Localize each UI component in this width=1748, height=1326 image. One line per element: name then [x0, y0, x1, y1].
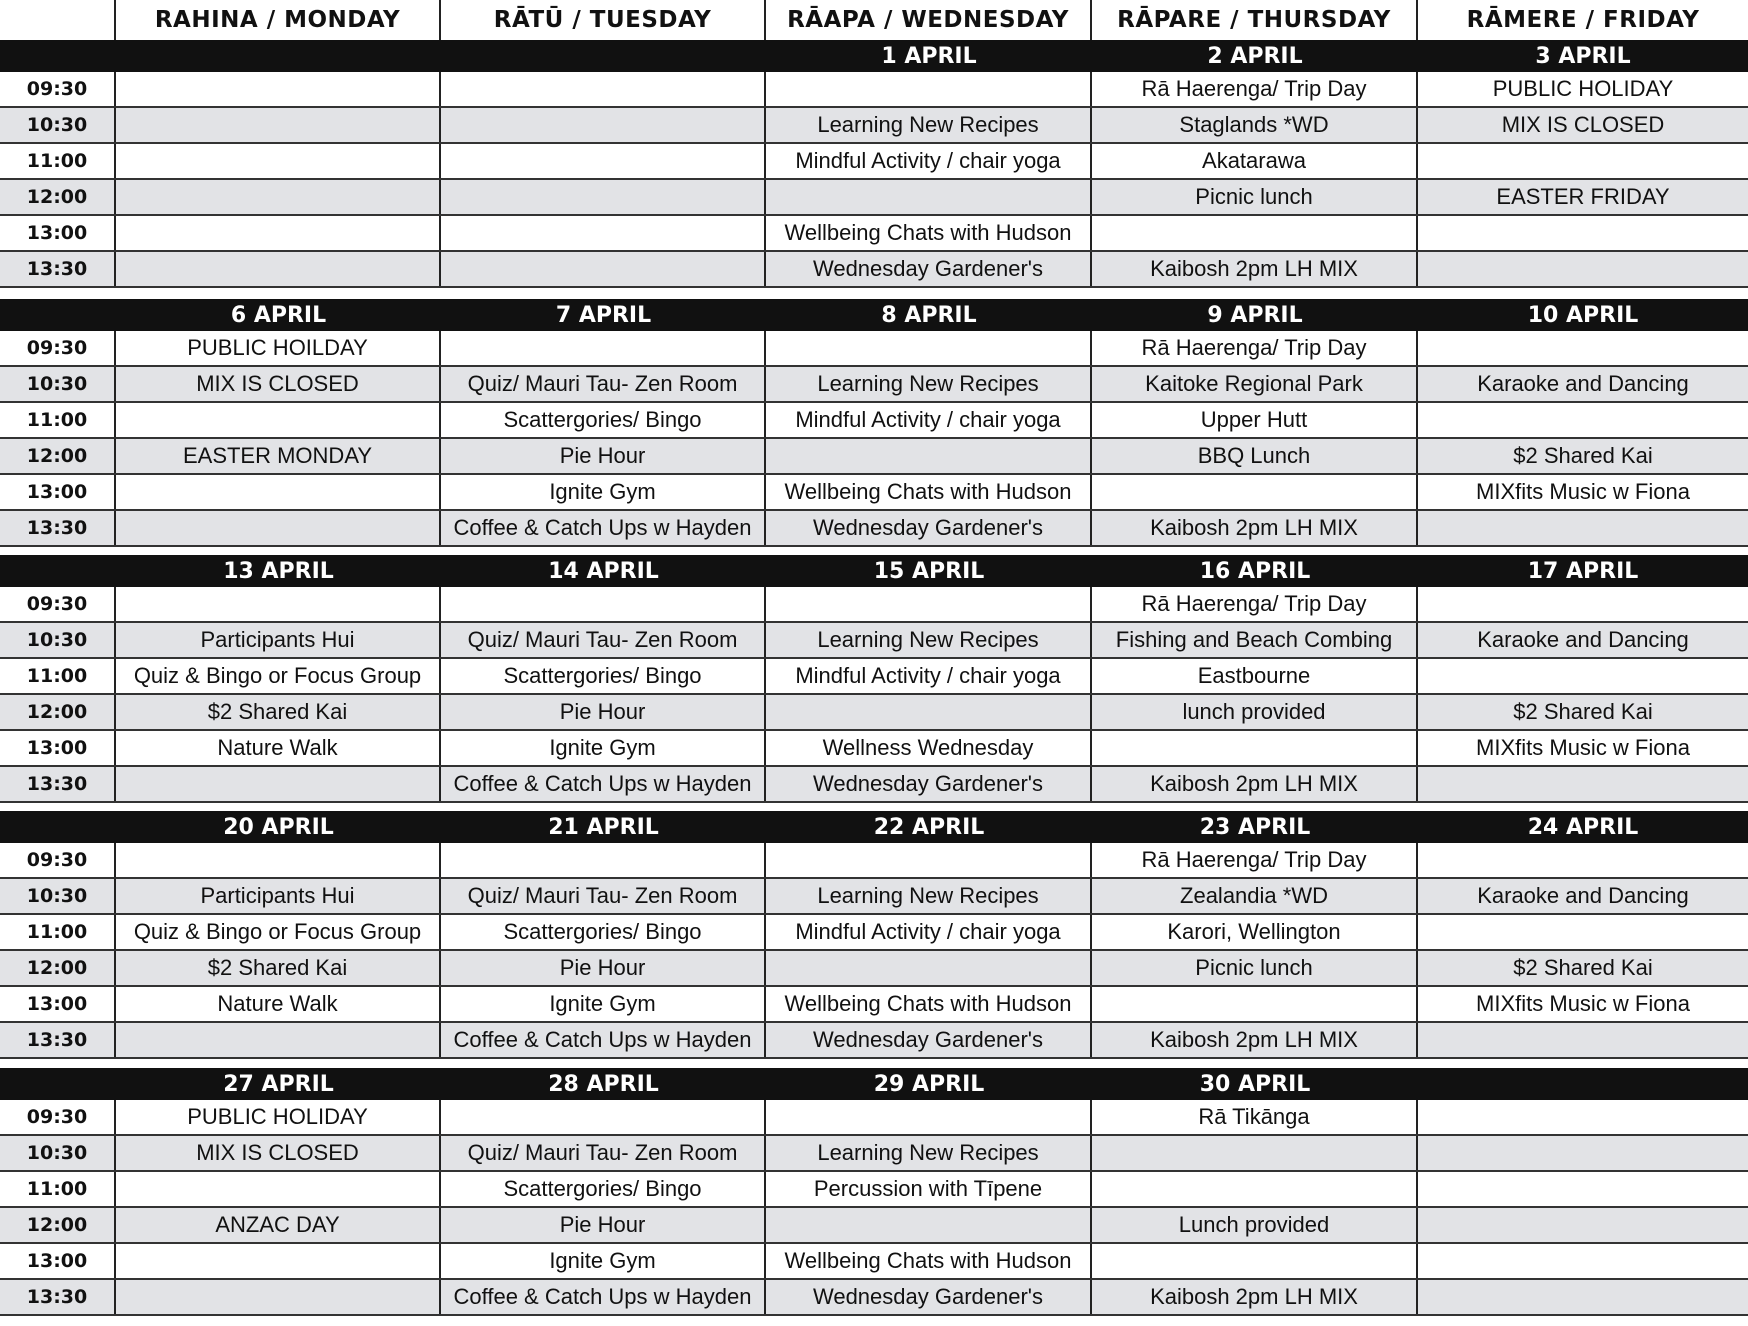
time-label: 10:30: [0, 108, 116, 142]
activity-cell-monday: [116, 587, 441, 621]
date-label-monday: 6 APRIL: [230, 302, 327, 328]
activity-cell-friday: [1418, 659, 1748, 693]
activity-cell-friday: [1418, 216, 1748, 250]
time-label: 13:30: [0, 511, 116, 545]
activity-cell-tuesday: Ignite Gym: [441, 475, 766, 509]
activity-cell-wednesday: [766, 331, 1092, 365]
activity-cell-monday: [116, 144, 441, 178]
activity-cell-friday: $2 Shared Kai: [1418, 439, 1748, 473]
activity-cell-friday: [1418, 1208, 1748, 1242]
activity-cell-thursday: Fishing and Beach Combing: [1092, 623, 1418, 657]
activity-cell-thursday: [1092, 1172, 1418, 1206]
date-label-monday: 13 APRIL: [223, 558, 334, 584]
time-label: 11:00: [0, 659, 116, 693]
time-label: 09:30: [0, 587, 116, 621]
activity-cell-monday: [116, 1280, 441, 1314]
time-label: 11:00: [0, 144, 116, 178]
time-slot-row: [0, 367, 1748, 403]
activity-cell-monday: $2 Shared Kai: [116, 695, 441, 729]
activity-cell-monday: [116, 843, 441, 877]
activity-cell-thursday: Kaibosh 2pm LH MIX: [1092, 1280, 1418, 1314]
activity-cell-thursday: Rā Tikānga: [1092, 1100, 1418, 1134]
activity-cell-friday: Karaoke and Dancing: [1418, 879, 1748, 913]
activity-cell-thursday: Akatarawa: [1092, 144, 1418, 178]
activity-cell-monday: Quiz & Bingo or Focus Group: [116, 659, 441, 693]
activity-cell-wednesday: [766, 843, 1092, 877]
activity-cell-wednesday: Mindful Activity / chair yoga: [766, 915, 1092, 949]
time-label: 12:00: [0, 439, 116, 473]
week-block: [0, 811, 1748, 1059]
time-slot-row: [0, 987, 1748, 1023]
activity-cell-monday: PUBLIC HOLIDAY: [116, 1100, 441, 1134]
time-slot-row: [0, 1023, 1748, 1059]
activity-cell-tuesday: Scattergories/ Bingo: [441, 659, 766, 693]
activity-cell-tuesday: Coffee & Catch Ups w Hayden: [441, 1280, 766, 1314]
time-slot-row: [0, 951, 1748, 987]
time-slot-row: [0, 623, 1748, 659]
activity-cell-tuesday: Scattergories/ Bingo: [441, 403, 766, 437]
time-label: 09:30: [0, 72, 116, 106]
date-label-tuesday: [441, 40, 766, 72]
time-label: 09:30: [0, 331, 116, 365]
time-label: 13:30: [0, 1280, 116, 1314]
date-label-wednesday: 29 APRIL: [873, 1071, 985, 1097]
time-slot-row: [0, 1136, 1748, 1172]
activity-cell-thursday: [1092, 731, 1418, 765]
date-bar: [0, 811, 1748, 843]
activity-cell-wednesday: [766, 1100, 1092, 1134]
activity-cell-tuesday: Quiz/ Mauri Tau- Zen Room: [441, 623, 766, 657]
activity-cell-tuesday: [441, 216, 766, 250]
date-bar: [0, 555, 1748, 587]
activity-cell-friday: Karaoke and Dancing: [1418, 367, 1748, 401]
time-label: 13:00: [0, 475, 116, 509]
time-label: 13:00: [0, 1244, 116, 1278]
activity-cell-friday: [1418, 843, 1748, 877]
time-slot-row: [0, 216, 1748, 252]
activity-cell-tuesday: Quiz/ Mauri Tau- Zen Room: [441, 1136, 766, 1170]
date-label-thursday: 23 APRIL: [1199, 814, 1311, 840]
time-slot-row: [0, 108, 1748, 144]
time-label: 12:00: [0, 951, 116, 985]
activity-cell-tuesday: [441, 180, 766, 214]
activity-cell-tuesday: Ignite Gym: [441, 731, 766, 765]
activity-cell-thursday: Lunch provided: [1092, 1208, 1418, 1242]
activity-cell-monday: [116, 475, 441, 509]
activity-cell-monday: $2 Shared Kai: [116, 951, 441, 985]
date-bar: [0, 40, 1748, 72]
activity-cell-wednesday: Wellness Wednesday: [766, 731, 1092, 765]
activity-cell-tuesday: [441, 72, 766, 106]
date-label-friday: 17 APRIL: [1527, 558, 1639, 584]
activity-cell-thursday: [1092, 1136, 1418, 1170]
activity-cell-wednesday: [766, 951, 1092, 985]
time-label: 11:00: [0, 403, 116, 437]
activity-cell-wednesday: Learning New Recipes: [766, 108, 1092, 142]
activity-cell-friday: PUBLIC HOLIDAY: [1492, 76, 1674, 101]
activity-cell-wednesday: Mindful Activity / chair yoga: [766, 659, 1092, 693]
time-label: 13:30: [0, 252, 116, 286]
activity-cell-tuesday: Ignite Gym: [441, 1244, 766, 1278]
activity-cell-tuesday: Pie Hour: [441, 951, 766, 985]
week-block: [0, 299, 1748, 547]
activity-cell-wednesday: [766, 439, 1092, 473]
time-slot-row: [0, 767, 1748, 803]
activity-cell-friday: [1418, 1136, 1748, 1170]
activity-cell-friday: [1418, 1280, 1748, 1314]
activity-cell-friday: $2 Shared Kai: [1418, 695, 1748, 729]
date-bar: [0, 299, 1748, 331]
activity-cell-monday: [116, 180, 441, 214]
time-slot-row: [0, 331, 1748, 367]
activity-cell-monday: Quiz & Bingo or Focus Group: [116, 915, 441, 949]
time-slot-row: [0, 659, 1748, 695]
activity-cell-monday: [116, 1023, 441, 1057]
date-label-tuesday: 7 APRIL: [555, 302, 652, 328]
time-label: 13:30: [0, 767, 116, 801]
date-label-wednesday: 1 APRIL: [881, 43, 977, 69]
date-label-monday: 27 APRIL: [223, 1071, 334, 1097]
activity-cell-tuesday: Quiz/ Mauri Tau- Zen Room: [441, 879, 766, 913]
corner-header: [0, 0, 116, 40]
activity-cell-monday: [116, 72, 441, 106]
activity-cell-tuesday: Pie Hour: [441, 439, 766, 473]
week-block: [0, 1068, 1748, 1316]
activity-cell-tuesday: Coffee & Catch Ups w Hayden: [441, 1023, 766, 1057]
activity-cell-friday: $2 Shared Kai: [1418, 951, 1748, 985]
activity-cell-thursday: Kaibosh 2pm LH MIX: [1092, 767, 1418, 801]
activity-cell-monday: [116, 252, 441, 286]
date-label-wednesday: 8 APRIL: [881, 302, 977, 328]
day-header-row: [0, 0, 1748, 40]
activity-cell-monday: Participants Hui: [116, 879, 441, 913]
activity-cell-friday: [1418, 1100, 1748, 1134]
activity-cell-tuesday: [441, 587, 766, 621]
activity-cell-wednesday: Wellbeing Chats with Hudson: [766, 475, 1092, 509]
activity-cell-thursday: Picnic lunch: [1092, 180, 1418, 214]
date-label-friday: 3 APRIL: [1535, 43, 1631, 69]
activity-cell-thursday: lunch provided: [1092, 695, 1418, 729]
activity-cell-wednesday: Wellbeing Chats with Hudson: [766, 216, 1092, 250]
time-slot-row: [0, 252, 1748, 288]
activity-cell-wednesday: Learning New Recipes: [766, 623, 1092, 657]
activity-cell-wednesday: Learning New Recipes: [766, 1136, 1092, 1170]
activity-cell-friday: MIXfits Music w Fiona: [1476, 735, 1690, 760]
activity-cell-thursday: Staglands *WD: [1092, 108, 1418, 142]
activity-cell-wednesday: Percussion with Tīpene: [766, 1172, 1092, 1206]
date-label-friday: [1418, 1068, 1748, 1100]
date-label-monday: [116, 40, 441, 72]
activity-cell-wednesday: Wednesday Gardener's: [766, 1023, 1092, 1057]
date-label-tuesday: 14 APRIL: [548, 558, 659, 584]
activity-cell-friday: Karaoke and Dancing: [1418, 623, 1748, 657]
activity-cell-friday: [1418, 1244, 1748, 1278]
activity-cell-thursday: [1092, 475, 1418, 509]
activity-cell-tuesday: [441, 144, 766, 178]
time-label: 11:00: [0, 1172, 116, 1206]
activity-cell-monday: PUBLIC HOILDAY: [116, 331, 441, 365]
time-label: 12:00: [0, 180, 116, 214]
activity-cell-friday: [1418, 252, 1748, 286]
time-label: 13:00: [0, 731, 116, 765]
date-label-tuesday: 21 APRIL: [548, 814, 659, 840]
time-slot-row: [0, 511, 1748, 547]
activity-cell-tuesday: Pie Hour: [441, 695, 766, 729]
date-label-monday: 20 APRIL: [223, 814, 334, 840]
activity-cell-friday: [1418, 1023, 1748, 1057]
activity-cell-friday: [1418, 587, 1748, 621]
week-block: [0, 40, 1748, 288]
time-slot-row: [0, 439, 1748, 475]
time-label: 10:30: [0, 367, 116, 401]
activity-cell-thursday: [1092, 1244, 1418, 1278]
activity-cell-monday: [116, 108, 441, 142]
day-header-tuesday: RĀTŪ / TUESDAY: [441, 0, 766, 40]
activity-cell-thursday: Upper Hutt: [1092, 403, 1418, 437]
time-slot-row: [0, 731, 1748, 767]
time-label: 13:30: [0, 1023, 116, 1057]
time-label: 12:00: [0, 695, 116, 729]
day-header-wednesday: RĀAPA / WEDNESDAY: [766, 0, 1092, 40]
activity-cell-tuesday: Scattergories/ Bingo: [441, 1172, 766, 1206]
activity-cell-friday: [1418, 767, 1748, 801]
activity-cell-wednesday: Learning New Recipes: [766, 367, 1092, 401]
activity-cell-thursday: Rā Haerenga/ Trip Day: [1092, 587, 1418, 621]
time-slot-row: [0, 1280, 1748, 1316]
activity-cell-monday: Participants Hui: [116, 623, 441, 657]
activity-cell-friday: MIXfits Music w Fiona: [1476, 479, 1690, 504]
activity-cell-friday: MIXfits Music w Fiona: [1476, 991, 1690, 1016]
day-header-monday: RAHINA / MONDAY: [116, 0, 441, 40]
activity-cell-friday: [1418, 1172, 1748, 1206]
time-label: 13:00: [0, 987, 116, 1021]
time-slot-row: [0, 695, 1748, 731]
time-slot-row: [0, 1208, 1748, 1244]
activity-cell-monday: ANZAC DAY: [116, 1208, 441, 1242]
activity-cell-tuesday: [441, 331, 766, 365]
activity-cell-thursday: Rā Haerenga/ Trip Day: [1092, 331, 1418, 365]
activity-cell-wednesday: Wellbeing Chats with Hudson: [766, 1244, 1092, 1278]
time-slot-row: [0, 915, 1748, 951]
activity-cell-thursday: Eastbourne: [1092, 659, 1418, 693]
time-label: 10:30: [0, 879, 116, 913]
week-block: [0, 555, 1748, 803]
activity-cell-wednesday: [766, 695, 1092, 729]
activity-cell-friday: [1418, 915, 1748, 949]
activity-cell-wednesday: Wednesday Gardener's: [766, 1280, 1092, 1314]
time-label: 09:30: [0, 843, 116, 877]
activity-cell-thursday: [1092, 216, 1418, 250]
day-header-thursday: RĀPARE / THURSDAY: [1092, 0, 1418, 40]
time-slot-row: [0, 843, 1748, 879]
activity-cell-friday: MIX IS CLOSED: [1418, 108, 1748, 142]
time-label: 11:00: [0, 915, 116, 949]
activity-cell-tuesday: [441, 108, 766, 142]
activity-cell-tuesday: Scattergories/ Bingo: [441, 915, 766, 949]
date-label-friday: 24 APRIL: [1527, 814, 1639, 840]
activity-cell-tuesday: Quiz/ Mauri Tau- Zen Room: [441, 367, 766, 401]
activity-cell-wednesday: Mindful Activity / chair yoga: [766, 144, 1092, 178]
activity-cell-monday: EASTER MONDAY: [116, 439, 441, 473]
time-slot-row: [0, 72, 1748, 108]
activity-cell-thursday: Kaitoke Regional Park: [1092, 367, 1418, 401]
time-slot-row: [0, 1244, 1748, 1280]
time-slot-row: [0, 475, 1748, 511]
activity-cell-wednesday: Mindful Activity / chair yoga: [766, 403, 1092, 437]
activity-cell-thursday: Kaibosh 2pm LH MIX: [1092, 252, 1418, 286]
date-label-tuesday: 28 APRIL: [548, 1071, 659, 1097]
activity-cell-monday: MIX IS CLOSED: [116, 367, 441, 401]
activity-cell-friday: [1418, 511, 1748, 545]
time-slot-row: [0, 144, 1748, 180]
activity-cell-monday: [116, 1172, 441, 1206]
time-slot-row: [0, 1172, 1748, 1208]
activity-cell-thursday: [1092, 987, 1418, 1021]
date-label-wednesday: 22 APRIL: [873, 814, 985, 840]
date-bar: [0, 1068, 1748, 1100]
activity-cell-friday: [1418, 144, 1748, 178]
activity-cell-wednesday: [766, 72, 1092, 106]
activity-cell-tuesday: Pie Hour: [441, 1208, 766, 1242]
date-label-friday: 10 APRIL: [1527, 302, 1639, 328]
time-slot-row: [0, 1100, 1748, 1136]
time-slot-row: [0, 180, 1748, 216]
activity-cell-tuesday: [441, 252, 766, 286]
activity-cell-tuesday: [441, 1100, 766, 1134]
activity-cell-wednesday: Learning New Recipes: [766, 879, 1092, 913]
activity-cell-wednesday: Wednesday Gardener's: [766, 767, 1092, 801]
date-label-wednesday: 15 APRIL: [873, 558, 985, 584]
activity-cell-thursday: Kaibosh 2pm LH MIX: [1092, 511, 1418, 545]
date-label-thursday: 16 APRIL: [1199, 558, 1311, 584]
activity-cell-tuesday: [441, 843, 766, 877]
date-label-thursday: 2 APRIL: [1207, 43, 1303, 69]
activity-cell-tuesday: Coffee & Catch Ups w Hayden: [441, 767, 766, 801]
activity-cell-monday: [116, 216, 441, 250]
activity-cell-thursday: Rā Haerenga/ Trip Day: [1092, 72, 1418, 106]
activity-cell-thursday: Kaibosh 2pm LH MIX: [1092, 1023, 1418, 1057]
activity-cell-monday: [116, 403, 441, 437]
activity-cell-thursday: Picnic lunch: [1092, 951, 1418, 985]
activity-cell-monday: Nature Walk: [116, 731, 441, 765]
activity-cell-wednesday: [766, 587, 1092, 621]
activity-cell-wednesday: [766, 180, 1092, 214]
activity-cell-thursday: Karori, Wellington: [1092, 915, 1418, 949]
activity-cell-tuesday: Coffee & Catch Ups w Hayden: [441, 511, 766, 545]
activity-cell-wednesday: Wednesday Gardener's: [766, 252, 1092, 286]
activity-cell-wednesday: Wellbeing Chats with Hudson: [766, 987, 1092, 1021]
time-label: 12:00: [0, 1208, 116, 1242]
activity-cell-monday: MIX IS CLOSED: [116, 1136, 441, 1170]
date-label-thursday: 30 APRIL: [1199, 1071, 1311, 1097]
activity-cell-friday: [1418, 331, 1748, 365]
time-slot-row: [0, 587, 1748, 623]
time-slot-row: [0, 879, 1748, 915]
activity-cell-monday: Nature Walk: [116, 987, 441, 1021]
activity-cell-monday: [116, 767, 441, 801]
time-label: 13:00: [0, 216, 116, 250]
activity-cell-friday: [1418, 403, 1748, 437]
activity-cell-monday: [116, 1244, 441, 1278]
activity-cell-wednesday: Wednesday Gardener's: [766, 511, 1092, 545]
time-slot-row: [0, 403, 1748, 439]
activity-cell-thursday: BBQ Lunch: [1092, 439, 1418, 473]
time-label: 10:30: [0, 623, 116, 657]
activity-cell-thursday: Rā Haerenga/ Trip Day: [1092, 843, 1418, 877]
time-label: 09:30: [0, 1100, 116, 1134]
day-header-friday: RĀMERE / FRIDAY: [1466, 7, 1700, 33]
time-label: 10:30: [0, 1136, 116, 1170]
activity-cell-tuesday: Ignite Gym: [441, 987, 766, 1021]
activity-cell-wednesday: [766, 1208, 1092, 1242]
activity-cell-thursday: Zealandia *WD: [1092, 879, 1418, 913]
date-label-thursday: 9 APRIL: [1207, 302, 1303, 328]
activity-cell-monday: [116, 511, 441, 545]
activity-cell-friday: EASTER FRIDAY: [1418, 180, 1748, 214]
